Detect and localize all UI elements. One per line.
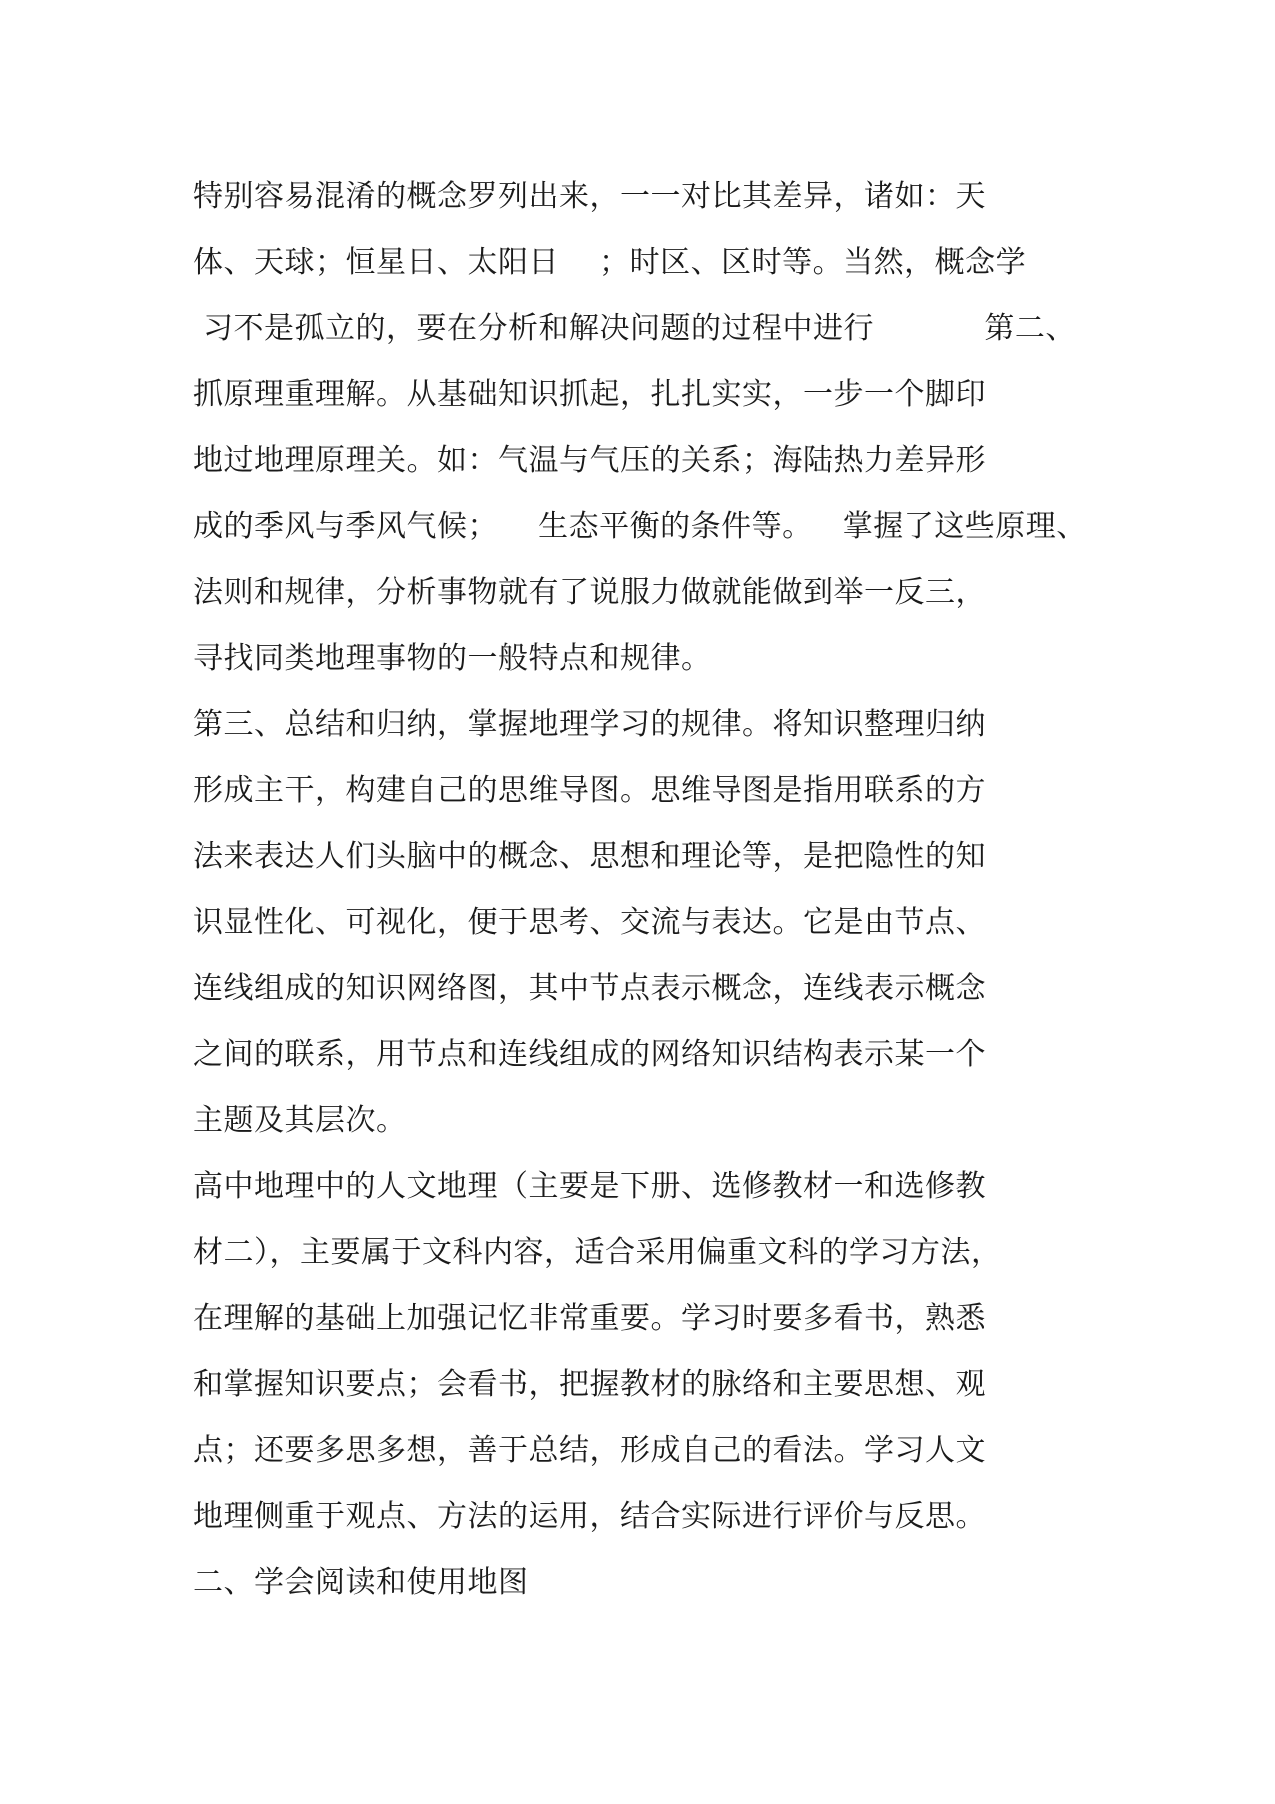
text-line: 寻找同类地理事物的一般特点和规律。 bbox=[193, 641, 712, 676]
text-line: 连线组成的知识网络图，其中节点表示概念，连线表示概念 bbox=[193, 971, 986, 1006]
text-line: 和掌握知识要点；会看书，把握教材的脉络和主要思想、观 bbox=[193, 1367, 986, 1402]
text-line: 高中地理中的人文地理（主要是下册、选修教材一和选修教 bbox=[193, 1169, 986, 1204]
text-line: 材二），主要属于文科内容，适合采用偏重文科的学习方法， bbox=[193, 1235, 1002, 1270]
section-heading: 二、学会阅读和使用地图 bbox=[193, 1565, 529, 1600]
text-line: 地理侧重于观点、方法的运用，结合实际进行评价与反思。 bbox=[193, 1499, 986, 1534]
text-line: 体、天球；恒星日、太阳日 ；时区、区时等。当然，概念学 bbox=[193, 245, 1027, 280]
text-line: 之间的联系，用节点和连线组成的网络知识结构表示某一个 bbox=[193, 1037, 986, 1072]
text-line: 法则和规律，分析事物就有了说服力做就能做到举一反三， bbox=[193, 575, 986, 610]
text-line: 在理解的基础上加强记忆非常重要。学习时要多看书，熟悉 bbox=[193, 1301, 986, 1336]
text-line: 习不是孤立的，要在分析和解决问题的过程中进行 第二、 bbox=[193, 311, 1076, 346]
text-line: 点；还要多思多想，善于总结，形成自己的看法。学习人文 bbox=[193, 1433, 986, 1468]
text-line: 主题及其层次。 bbox=[193, 1103, 407, 1138]
text-line: 法来表达人们头脑中的概念、思想和理论等，是把隐性的知 bbox=[193, 839, 986, 874]
text-line: 抓原理重理解。从基础知识抓起，扎扎实实，一步一个脚印 bbox=[193, 377, 986, 412]
text-line: 识显性化、可视化，便于思考、交流与表达。它是由节点、 bbox=[193, 905, 986, 940]
text-line: 成的季风与季风气候； 生态平衡的条件等。 掌握了这些原理、 bbox=[193, 509, 1087, 544]
text-line: 特别容易混淆的概念罗列出来，一一对比其差异，诸如：天 bbox=[193, 179, 986, 214]
text-line: 第三、总结和归纳，掌握地理学习的规律。将知识整理归纳 bbox=[193, 707, 986, 742]
text-line: 形成主干，构建自己的思维导图。思维导图是指用联系的方 bbox=[193, 773, 986, 808]
text-line: 地过地理原理关。如：气温与气压的关系；海陆热力差异形 bbox=[193, 443, 986, 478]
